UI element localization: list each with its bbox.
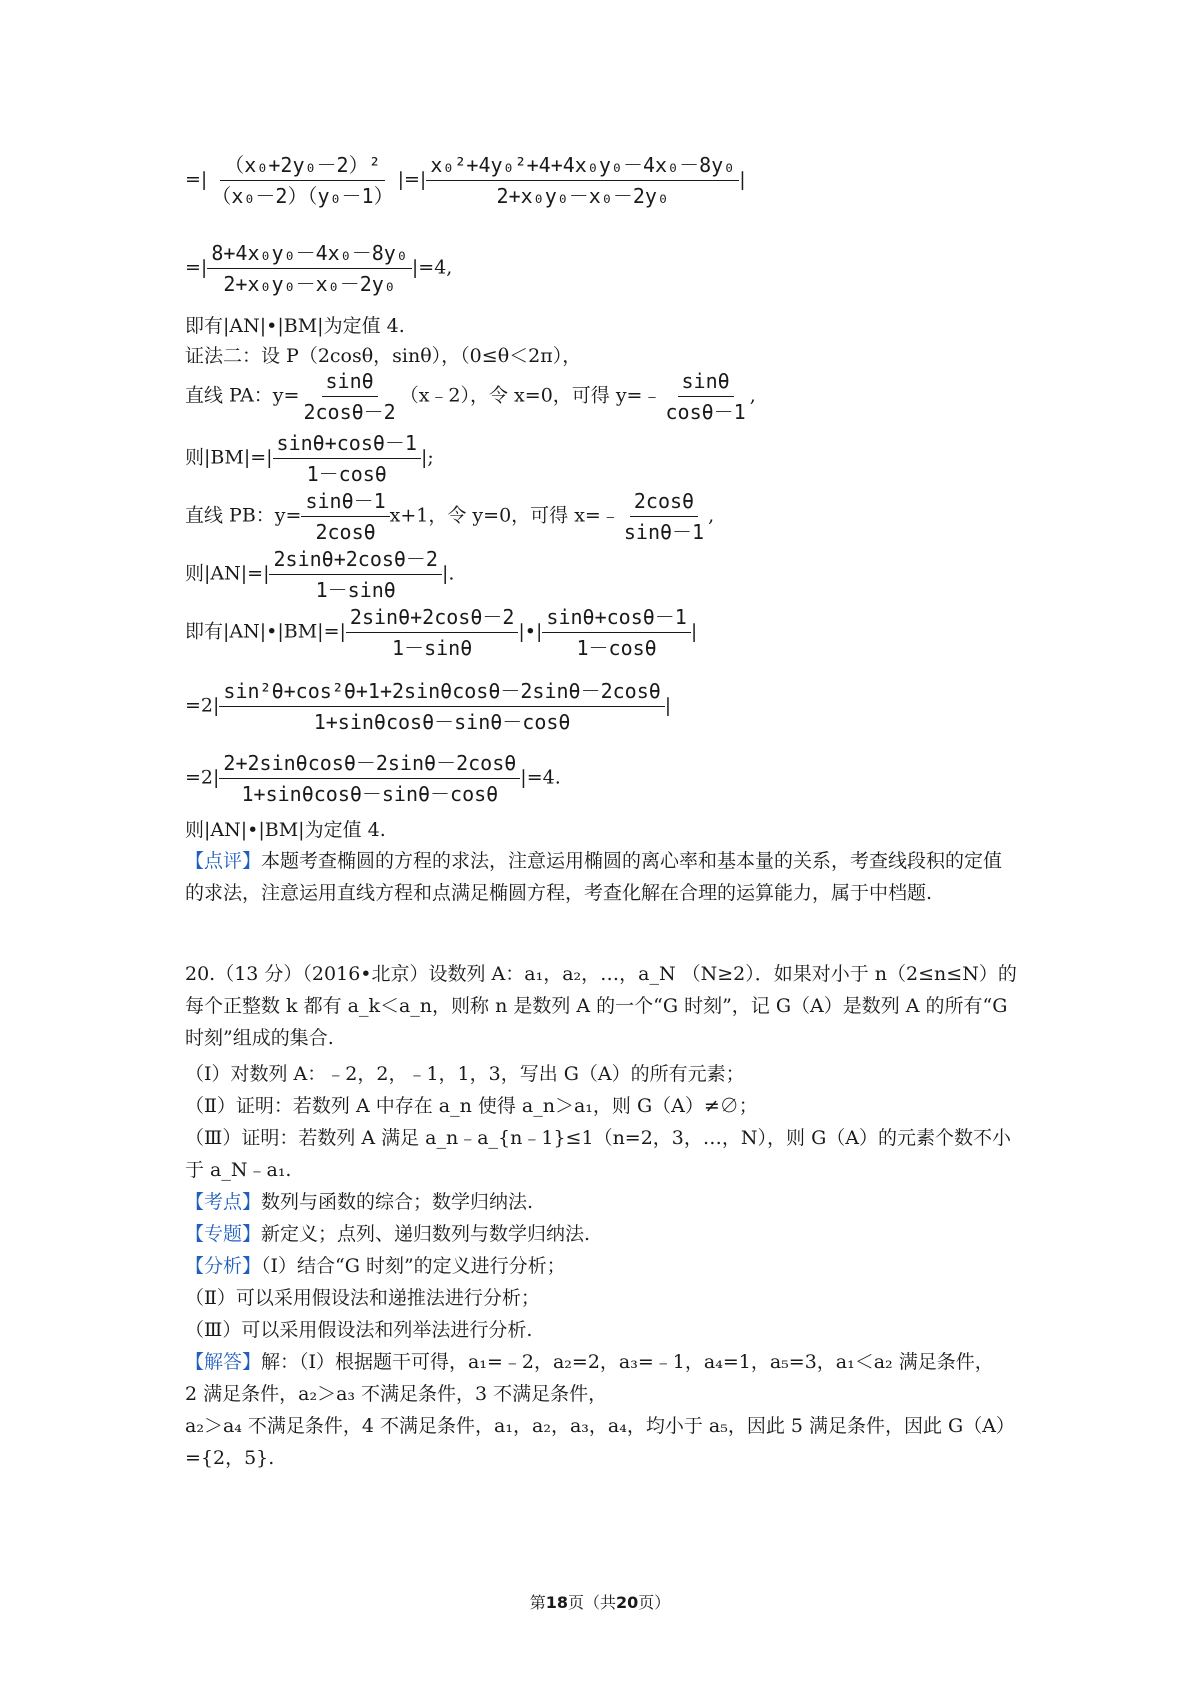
eq-mid: |=| xyxy=(397,168,427,191)
text: 即有|AN|•|BM|=| xyxy=(185,620,346,643)
fraction: $\frac{\text{sin²θ+cos²θ+1+2sinθcosθ－2sinθ－2cosθ}}{1+\sin\theta\cos\theta-\sin\theta-\cos\theta}$ xyxy=(219,676,664,737)
fraction: $\frac{\sin\theta+\cos\theta-1}{1-\cos\theta}$ xyxy=(273,428,421,489)
kaodian-line xyxy=(185,1188,533,1216)
problem-20-part1: （Ⅰ）对数列 A：﹣2，2，﹣1，1，3，写出 G（A）的所有元素； xyxy=(185,1063,745,1085)
equation-line-3 xyxy=(185,676,671,737)
page-footer xyxy=(0,1590,1200,1613)
footer-text: 页（共 xyxy=(567,1593,616,1612)
zhuanti-line xyxy=(185,1220,590,1248)
equation-line-4 xyxy=(185,748,561,809)
text: , xyxy=(749,384,756,407)
footer-text: 页） xyxy=(638,1593,671,1612)
problem-20-part3: （Ⅲ）证明：若数列 A 满足 a_n﹣a_{n﹣1}≤1（n=2，3，…，N），则 G（A）的元素个数不小于 a_N﹣a₁. xyxy=(185,1127,1011,1181)
fenxi-line-2: （Ⅱ）可以采用假设法和递推法进行分析； xyxy=(185,1287,540,1309)
fenxi-line-3: （Ⅲ）可以采用假设法和列举法进行分析. xyxy=(185,1319,533,1341)
page-number: 18 xyxy=(545,1593,568,1612)
text: |•| xyxy=(518,620,543,643)
problem-20-part2: （Ⅱ）证明：若数列 A 中存在 a_n 使得 a_n＞a₁，则 G（A）≠∅； xyxy=(185,1095,758,1117)
review-tag: 【点评】 xyxy=(185,850,262,872)
footer-text: 第 xyxy=(529,1593,546,1612)
fraction: $\frac{2\cos\theta}{\sin\theta-1}$ xyxy=(620,486,708,547)
line-product xyxy=(185,602,697,663)
fraction: $\frac{2\sin\theta+2\cos\theta-2}{1-\sin\theta}$ xyxy=(346,602,519,663)
text: , xyxy=(708,504,715,527)
zhuanti-text: 新定义；点列、递归数列与数学归纳法. xyxy=(261,1223,591,1245)
fraction: $\frac{\sin\theta}{2\cos\theta-2}$ xyxy=(299,366,399,427)
text: |; xyxy=(420,446,434,469)
text: | xyxy=(664,694,672,717)
equation-line-2 xyxy=(185,238,452,299)
text: |=4. xyxy=(520,766,561,789)
text: （x﹣2），令 x=0，可得 y=﹣ xyxy=(399,384,662,407)
fraction: $\frac{\sin\theta+\cos\theta-1}{1-\cos\theta}$ xyxy=(542,602,690,663)
fraction: $\frac{2+2\sin\theta\cos\theta-2\sin\theta-2\cos\theta}{1+\sin\theta\cos\theta-\sin\theta-\cos\theta}$ xyxy=(219,748,520,809)
fenxi-tag: 【分析】 xyxy=(185,1255,262,1277)
review-text: 本题考查椭圆的方程的求法，注意运用椭圆的离心率和基本量的关系，考查线段积的定值的求法，注意运用直线方程和点满足椭圆方程，考查化解在合理的运算能力，属于中档题. xyxy=(185,850,1003,904)
text-line: 证法二：设 P（2cosθ，sinθ），（0≤θ＜2π）， xyxy=(185,345,582,367)
equation-line-1 xyxy=(185,150,746,211)
eq-suffix: | xyxy=(739,168,746,191)
line-an xyxy=(185,544,454,605)
fraction: $\frac{\text{（x₀+2y₀－2）²}}{\text{（x₀－2）（y₀－1）}}$ xyxy=(207,150,397,211)
fraction: $\frac{\text{8+4x₀y₀－4x₀－8y₀}}{\text{2+x₀y₀－x₀－2y₀}}$ xyxy=(207,238,412,299)
fraction: $\frac{2\sin\theta+2\cos\theta-2}{1-\sin\theta}$ xyxy=(269,544,442,605)
text: | xyxy=(690,620,698,643)
line-pa xyxy=(185,366,756,427)
fenxi-line xyxy=(185,1252,566,1280)
fraction: $\frac{\text{x₀²+4y₀²+4+4x₀y₀－4x₀－8y₀}}{\text{2+x₀y₀－x₀－2y₀}}$ xyxy=(426,150,739,211)
jieda-tag: 【解答】 xyxy=(185,1351,262,1373)
eq-prefix: =| xyxy=(185,256,208,279)
line-pb xyxy=(185,486,714,547)
text: 则|AN|=| xyxy=(185,562,270,585)
eq-suffix: |=4, xyxy=(411,256,453,279)
eq-prefix: =| xyxy=(185,168,208,191)
fraction: $\frac{\sin\theta-1}{2\cos\theta}$ xyxy=(301,486,389,547)
fenxi-text: （Ⅰ）结合“G 时刻”的定义进行分析； xyxy=(261,1255,566,1277)
kaodian-tag: 【考点】 xyxy=(185,1191,262,1213)
jieda-line-3: a₂＞a₄ 不满足条件，4 不满足条件，a₁，a₂，a₃，a₄，均小于 a₅，因此 5 满足条件，因此 G（A）={2，5}. xyxy=(185,1415,1015,1469)
review-paragraph xyxy=(185,845,1020,909)
text: 则|BM|=| xyxy=(185,446,273,469)
text-line: 即有|AN|•|BM|为定值 4. xyxy=(185,315,405,337)
text: x+1，令 y=0，可得 x=﹣ xyxy=(389,504,620,527)
text: 直线 PB：y= xyxy=(185,504,302,527)
kaodian-text: 数列与函数的综合；数学归纳法. xyxy=(261,1191,534,1213)
problem-20-stem: 20.（13 分）（2016•北京）设数列 A：a₁，a₂，…，a_N （N≥2）．如果对小于 n（2≤n≤N）的每个正整数 k 都有 a_k＜a_n，则称 n 是数列 A 的一个“G 时刻”，记 G（A）是数列 A 的所有“G 时刻”组成的集合. xyxy=(185,963,1017,1049)
text: =2| xyxy=(185,694,220,717)
jieda-line xyxy=(185,1348,994,1376)
fraction: $\frac{\sin\theta}{\cos\theta-1}$ xyxy=(661,366,749,427)
text: |. xyxy=(441,562,455,585)
zhuanti-tag: 【专题】 xyxy=(185,1223,262,1245)
jieda-line-2: 2 满足条件，a₂＞a₃ 不满足条件，3 不满足条件， xyxy=(185,1383,608,1405)
text: =2| xyxy=(185,766,220,789)
jieda-text: 解：（Ⅰ）根据题干可得，a₁=﹣2，a₂=2，a₃=﹣1，a₄=1，a₅=3，a₁＜a₂ 满足条件， xyxy=(261,1351,994,1373)
line-bm xyxy=(185,428,434,489)
page-total: 20 xyxy=(616,1593,639,1612)
text: 直线 PA：y= xyxy=(185,384,300,407)
conclusion-line: 则|AN|•|BM|为定值 4. xyxy=(185,819,386,841)
